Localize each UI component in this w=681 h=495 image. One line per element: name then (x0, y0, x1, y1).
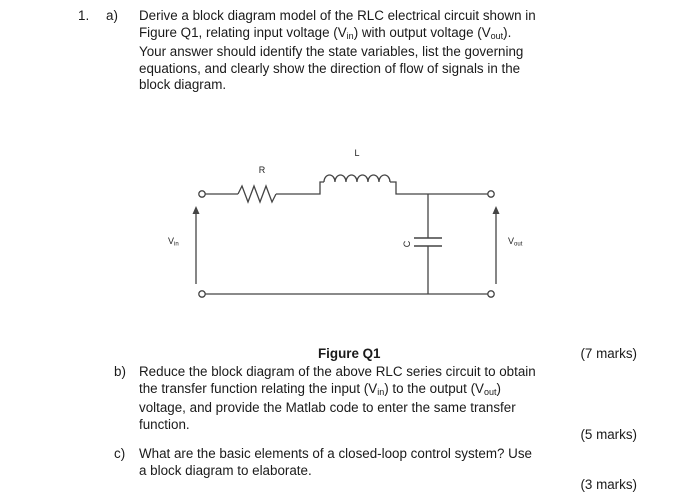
label-l: L (354, 148, 360, 158)
text-line: Figure Q1, relating input voltage $(V_{in})$ with output voltage $(V_{out})$. (139, 24, 512, 41)
text-line: the transfer function relating the input $(V_{in})$ to the output $(V_{out})$ (139, 380, 501, 397)
figure-caption: Figure Q1 (318, 346, 381, 362)
inductor (324, 175, 390, 182)
vin-arrowhead (193, 206, 200, 214)
terminal-bottom-left (199, 291, 205, 297)
terminal-top-right (488, 191, 494, 197)
part-a-marks: (7 marks) (580, 346, 637, 362)
part-c-marks: (3 marks) (580, 477, 637, 493)
label-r: R (258, 165, 266, 175)
label-vout: Vout (508, 236, 523, 248)
text-line: Your answer should identify the state variables, list the governing (139, 44, 524, 60)
text-line: What are the basic elements of a closed-loop control system? Use (139, 446, 532, 461)
label-vin: Vin (168, 236, 179, 248)
terminal-top-left (199, 191, 205, 197)
text-line: block diagram. (139, 77, 227, 93)
part-b-marks: (5 marks) (580, 427, 637, 443)
text-line: equations, and clearly show the direction of flow of signals in the (139, 60, 521, 76)
text-line: Reduce the block diagram of the above RLC series circuit to obtain (139, 364, 536, 379)
part-b-label: b) (114, 364, 126, 379)
part-c-label: c) (114, 446, 126, 461)
text-line: a block diagram to elaborate. (139, 462, 312, 478)
part-b-text (139, 364, 579, 433)
label-c: C (402, 240, 412, 248)
question-number: 1. (78, 8, 90, 23)
vout-arrowhead (493, 206, 500, 214)
resistor (238, 186, 276, 202)
terminal-bottom-right (488, 291, 494, 297)
text-line: voltage, and provide the Matlab code to enter the same transfer (139, 400, 516, 416)
part-a-label: a) (106, 8, 118, 23)
part-c-text (139, 446, 579, 479)
text-line: Derive a block diagram model of the RLC electrical circuit shown in (139, 8, 536, 23)
wire-r-to-l (276, 182, 324, 194)
text-line: function. (139, 416, 190, 432)
wire-l-to-output (390, 182, 488, 194)
